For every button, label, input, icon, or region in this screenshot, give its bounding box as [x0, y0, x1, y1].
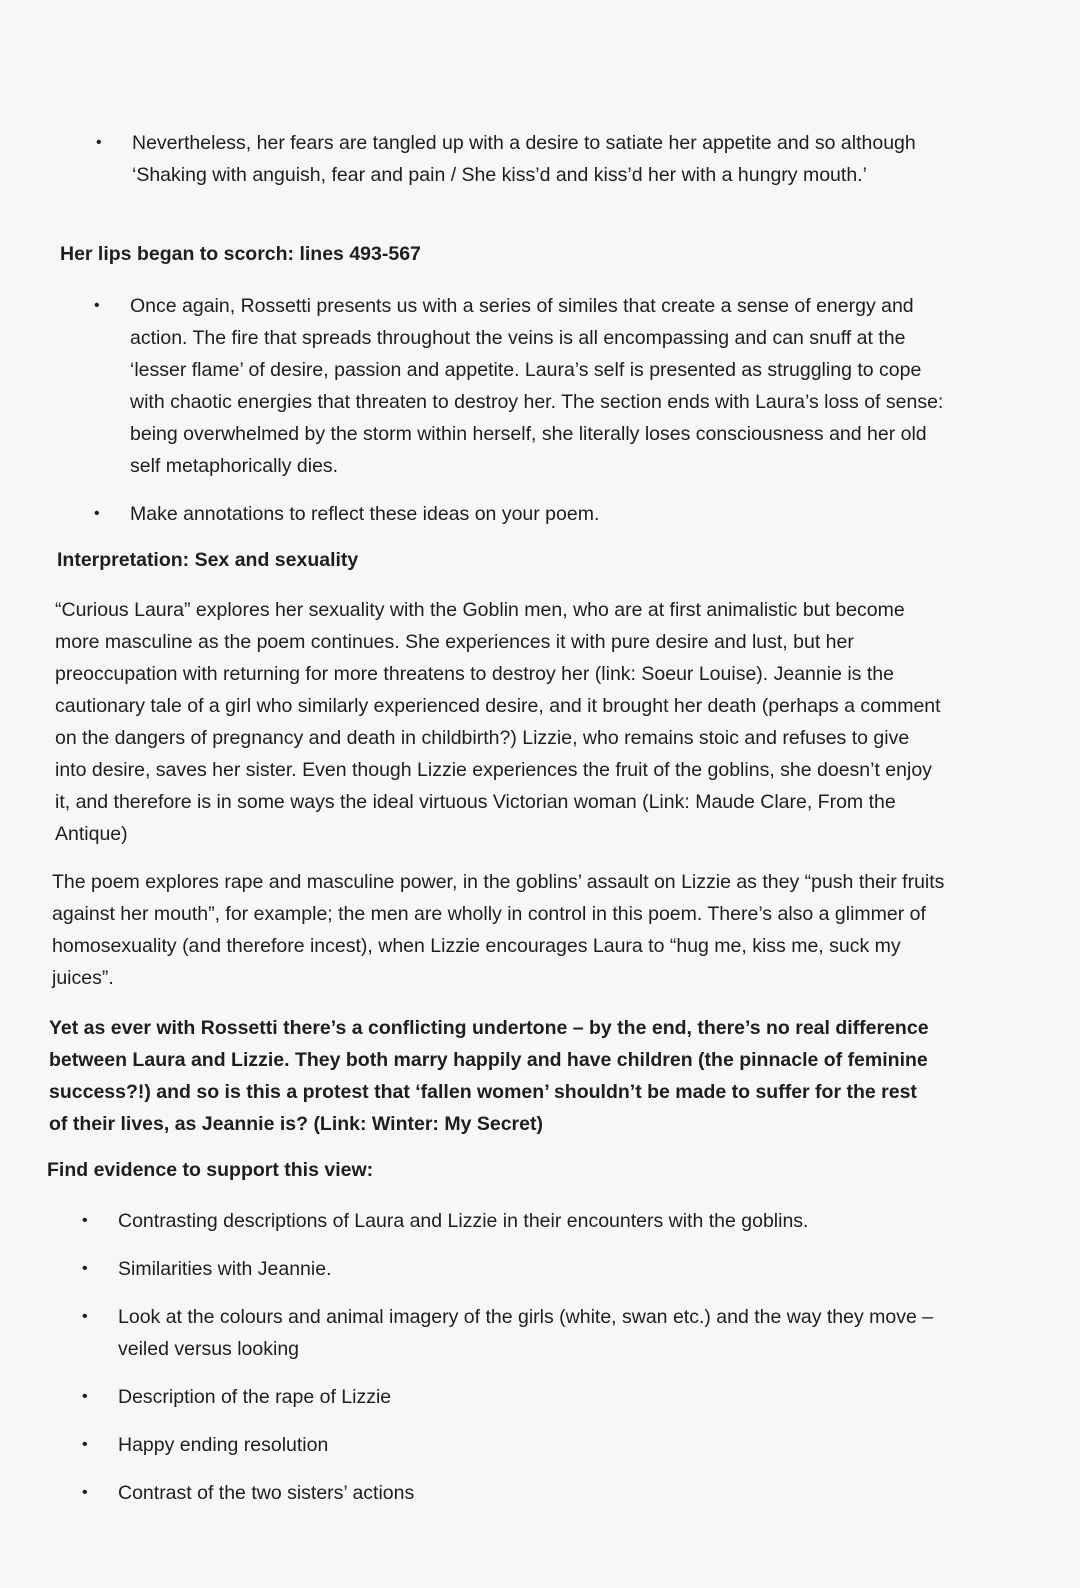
interpretation-paragraph-2-block — [52, 866, 947, 994]
evidence-bullet-list — [82, 1205, 942, 1509]
interpretation-paragraph-3-block — [49, 1012, 929, 1140]
interpretation-paragraph-1: “Curious Laura” explores her sexuality with the Goblin men, who are at first animalistic but become more masculine as the poem continues. She experiences it with pure desire and lust, but her preoccupation with returning for more threatens to destroy her (link: Soeur Louise). Jeannie is the cautionary tale of a girl who similarly experienced desire, and it brought her death (perhaps a comment on the dangers of pregnancy and death in childbirth?) Lizzie, who remains stoic and refuses to give into desire, saves her sister. Even though Lizzie experiences the fruit of the goblins, she doesn’t enjoy it, and therefore is in some ways the ideal virtuous Victorian woman (Link: Maude Clare, From the Antique) — [55, 599, 941, 845]
interpretation-paragraph-1-block — [55, 594, 945, 850]
bullet-item — [82, 1301, 942, 1365]
bullet-item — [96, 127, 946, 191]
bullet-item — [82, 1477, 942, 1509]
bullet-item — [94, 498, 960, 530]
bullet-text: Contrasting descriptions of Laura and Lizzie in their encounters with the goblins. — [118, 1210, 809, 1232]
bullet-text: Once again, Rossetti presents us with a series of similes that create a sense of energy and action. The fire that spreads throughout the veins is all encompassing and can snuff at the ‘lesser flame’ of desire, passion and appetite. Laura’s self is presented as struggling to cope with chaotic energies that threaten to destroy her. The section ends with Laura’s loss of sense: being overwhelmed by the storm within herself, she literally loses consciousness and her old self metaphorically dies. — [130, 295, 944, 477]
scorch-bullet-list — [94, 290, 960, 530]
bullet-item — [82, 1381, 942, 1413]
section-heading-evidence: Find evidence to support this view: — [47, 1159, 374, 1181]
scorch-heading-block — [60, 238, 960, 270]
intro-bullet-block — [96, 127, 946, 191]
bullet-item — [82, 1205, 942, 1237]
bullet-text: Happy ending resolution — [118, 1434, 329, 1456]
evidence-bullets-block — [82, 1205, 942, 1509]
bullet-item — [82, 1253, 942, 1285]
interpretation-heading-block — [57, 544, 957, 576]
section-heading-scorch: Her lips began to scorch: lines 493-567 — [60, 243, 421, 265]
bullet-text: Description of the rape of Lizzie — [118, 1386, 392, 1408]
intro-bullet-list — [96, 127, 946, 191]
scorch-bullets-block — [94, 290, 960, 530]
interpretation-paragraph-3: Yet as ever with Rossetti there’s a conflicting undertone – by the end, there’s no real difference between Laura and Lizzie. They both marry happily and have children (the pinnacle of feminine success?!) and so is this a protest that ‘fallen women’ shouldn’t be made to suffer for the rest of their lives, as Jeannie is? (Link: Winter: My Secret) — [49, 1017, 929, 1135]
bullet-item — [82, 1429, 942, 1461]
bullet-text: Look at the colours and animal imagery of the girls (white, swan etc.) and the way they move – veiled versus looking — [118, 1306, 934, 1360]
bullet-text: Nevertheless, her fears are tangled up with a desire to satiate her appetite and so although ‘Shaking with anguish, fear and pain / She kiss’d and kiss’d her with a hungry mouth.’ — [132, 132, 916, 186]
bullet-text: Make annotations to reflect these ideas on your poem. — [130, 503, 600, 525]
bullet-item — [94, 290, 960, 482]
evidence-heading-block — [47, 1154, 947, 1186]
interpretation-paragraph-2: The poem explores rape and masculine power, in the goblins’ assault on Lizzie as they “push their fruits against her mouth”, for example; the men are wholly in control in this poem. There’s also a glimmer of homosexuality (and therefore incest), when Lizzie encourages Laura to “hug me, kiss me, suck my juices”. — [52, 871, 945, 989]
section-heading-interpretation: Interpretation: Sex and sexuality — [57, 549, 359, 571]
bullet-text: Contrast of the two sisters’ actions — [118, 1482, 415, 1504]
bullet-text: Similarities with Jeannie. — [118, 1258, 332, 1280]
